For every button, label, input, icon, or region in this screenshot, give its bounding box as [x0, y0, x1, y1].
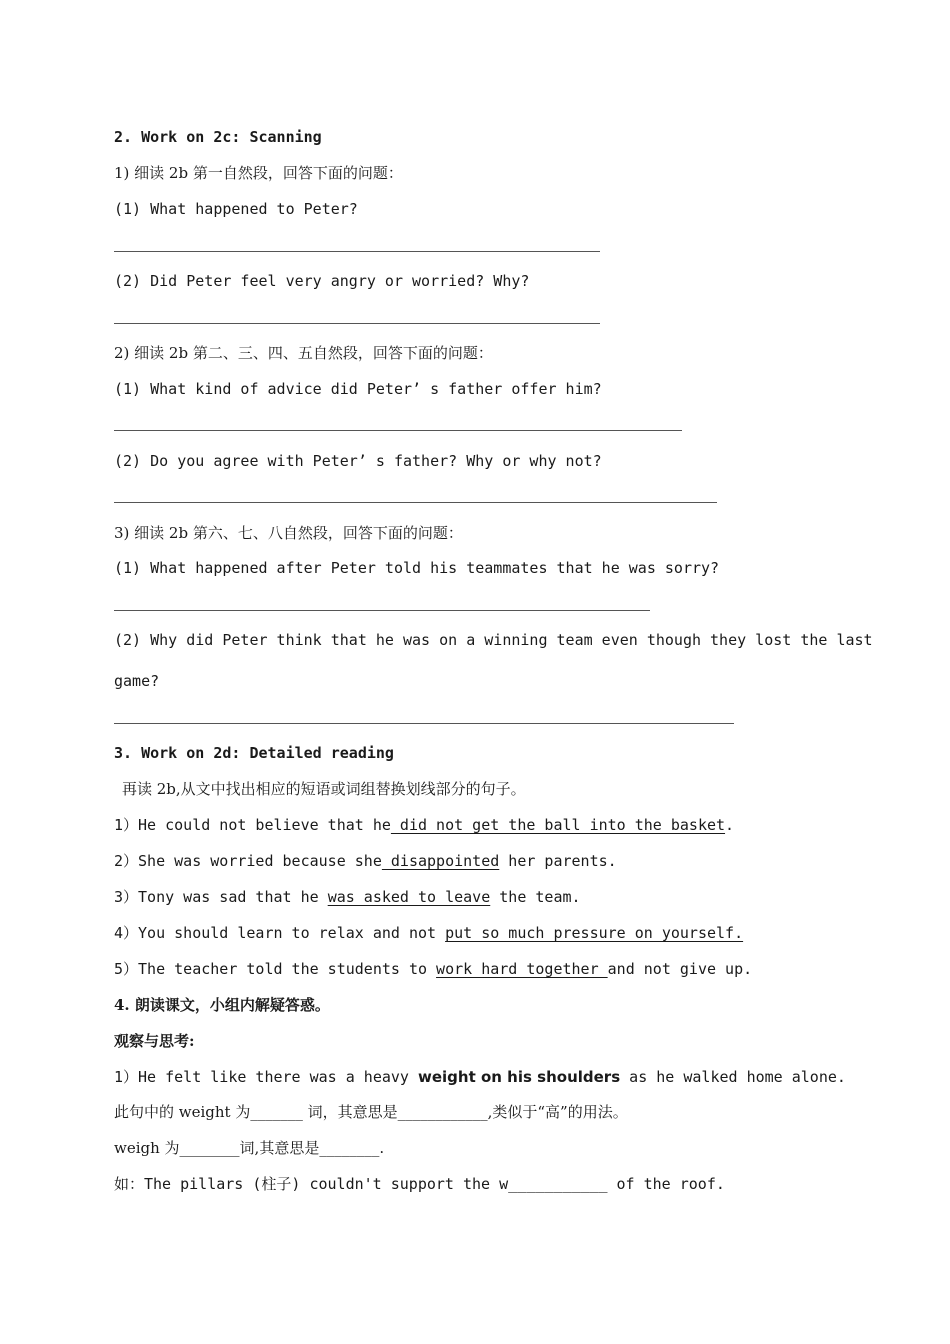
- observation-1: 1）He felt like there was a heavy weight on his shoulders as he walked home alone.: [114, 1068, 846, 1086]
- question-1: (1) What happened to Peter?: [114, 200, 358, 218]
- sentence-4: 4）You should learn to relax and not put so much pressure on yourself.: [114, 924, 744, 942]
- sentence-3: 3）Tony was sad that he was asked to leave the team.: [114, 888, 581, 906]
- question-5: (1) What happened after Peter told his teammates that he was sorry?: [114, 559, 720, 577]
- question-3: (1) What kind of advice did Peter’ s father offer him?: [114, 380, 602, 398]
- question-4: (2) Do you agree with Peter’ s father? Why or why not?: [114, 452, 602, 470]
- section-2-heading: 2. Work on 2c: Scanning: [114, 128, 322, 146]
- sentence-5: 5）The teacher told the students to work hard together and not give up.: [114, 960, 753, 978]
- question-6-cont: game?: [114, 672, 160, 690]
- answer-line[interactable]: [114, 723, 734, 724]
- section-3-intro: 再读 2b,从文中找出相应的短语或词组替换划线部分的句子。: [122, 780, 526, 798]
- section-4-heading: 4. 朗读课文，小组内解疑答惑。: [114, 996, 330, 1014]
- answer-line[interactable]: [114, 610, 650, 611]
- section-4-subheading: 观察与思考:: [114, 1032, 195, 1050]
- example-sentence: 如：The pillars (柱子) couldn't support the w___________ of the roof.: [114, 1175, 725, 1193]
- sentence-1: 1）He could not believe that he did not get the ball into the basket.: [114, 816, 735, 834]
- observation-weight: 此句中的 weight 为_______ 词，其意思是____________,类似于“高”的用法。: [114, 1103, 628, 1121]
- answer-line[interactable]: [114, 323, 600, 324]
- answer-line[interactable]: [114, 251, 600, 252]
- question-2: (2) Did Peter feel very angry or worried? Why?: [114, 272, 530, 290]
- instruction-2: 2) 细读 2b 第二、三、四、五自然段，回答下面的问题：: [114, 344, 493, 362]
- section-3-heading: 3. Work on 2d: Detailed reading: [114, 744, 394, 762]
- answer-line[interactable]: [114, 430, 682, 431]
- question-6: (2) Why did Peter think that he was on a winning team even though they lost the last: [114, 631, 873, 649]
- sentence-2: 2）She was worried because she disappointed her parents.: [114, 852, 617, 870]
- answer-line[interactable]: [114, 502, 717, 503]
- observation-weigh: weigh 为________词,其意思是________.: [114, 1139, 385, 1157]
- instruction-1: 1) 细读 2b 第一自然段，回答下面的问题：: [114, 164, 403, 182]
- instruction-3: 3) 细读 2b 第六、七、八自然段，回答下面的问题：: [114, 524, 463, 542]
